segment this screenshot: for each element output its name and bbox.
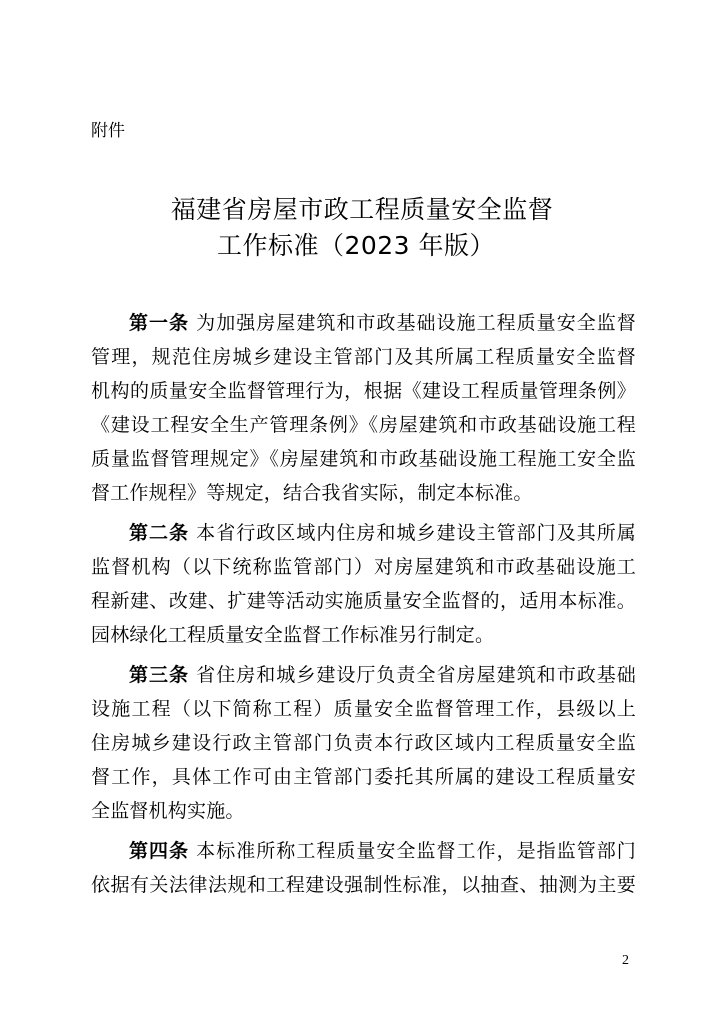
article-3-line: 督工作，具体工作可由主管部门委托其所属的建设工程质量安 xyxy=(91,766,636,788)
document-title-line-1: 福建省房屋市政工程质量安全监督 xyxy=(170,195,554,224)
page-number: 2 xyxy=(622,953,629,968)
article-1-line: 质量监督管理规定》《房屋建筑和市政基础设施工程施工安全监 xyxy=(91,448,636,470)
article-3-first-line xyxy=(129,658,636,692)
article-3-label: 第三条 xyxy=(129,664,190,686)
article-3-line: 设施工程（以下简称工程）质量安全监督管理工作，县级以上 xyxy=(91,698,636,720)
article-1-line: 机构的质量安全监督管理行为，根据《建设工程质量管理条例》 xyxy=(91,380,636,402)
article-4-first-line xyxy=(129,834,636,868)
article-1-line: 《建设工程安全生产管理条例》《房屋建筑和市政基础设施工程 xyxy=(91,414,636,436)
article-1-label: 第一条 xyxy=(129,312,190,334)
article-4-label: 第四条 xyxy=(129,840,190,862)
article-1-line: 管理，规范住房城乡建设主管部门及其所属工程质量安全监督 xyxy=(91,346,636,368)
article-2-line: 程新建、改建、扩建等活动实施质量安全监督的，适用本标准。 xyxy=(91,590,636,612)
document-title-line-2: 工作标准（2023 年版） xyxy=(216,231,496,260)
attachment-label: 附件 xyxy=(91,121,125,141)
article-3-line: 住房城乡建设行政主管部门负责本行政区域内工程质量安全监 xyxy=(91,732,636,754)
article-2-label: 第二条 xyxy=(129,522,190,544)
article-3-line: 全监督机构实施。 xyxy=(91,800,245,822)
article-1-text: 为加强房屋建筑和市政基础设施工程质量安全监督 xyxy=(196,312,636,334)
article-4-text: 本标准所称工程质量安全监督工作，是指监管部门 xyxy=(196,840,636,862)
article-2-line: 园林绿化工程质量安全监督工作标准另行制定。 xyxy=(91,624,495,646)
article-1-line: 督工作规程》等规定，结合我省实际，制定本标准。 xyxy=(91,482,533,504)
article-2-text: 本省行政区域内住房和城乡建设主管部门及其所属 xyxy=(196,522,636,544)
article-2-first-line xyxy=(129,516,636,550)
article-1-first-line xyxy=(129,306,636,340)
article-4-line: 依据有关法律法规和工程建设强制性标准，以抽查、抽测为主要 xyxy=(91,874,636,896)
article-3-text: 省住房和城乡建设厅负责全省房屋建筑和市政基础 xyxy=(196,664,636,686)
article-2-line: 监督机构（以下统称监管部门）对房屋建筑和市政基础设施工 xyxy=(91,556,636,578)
